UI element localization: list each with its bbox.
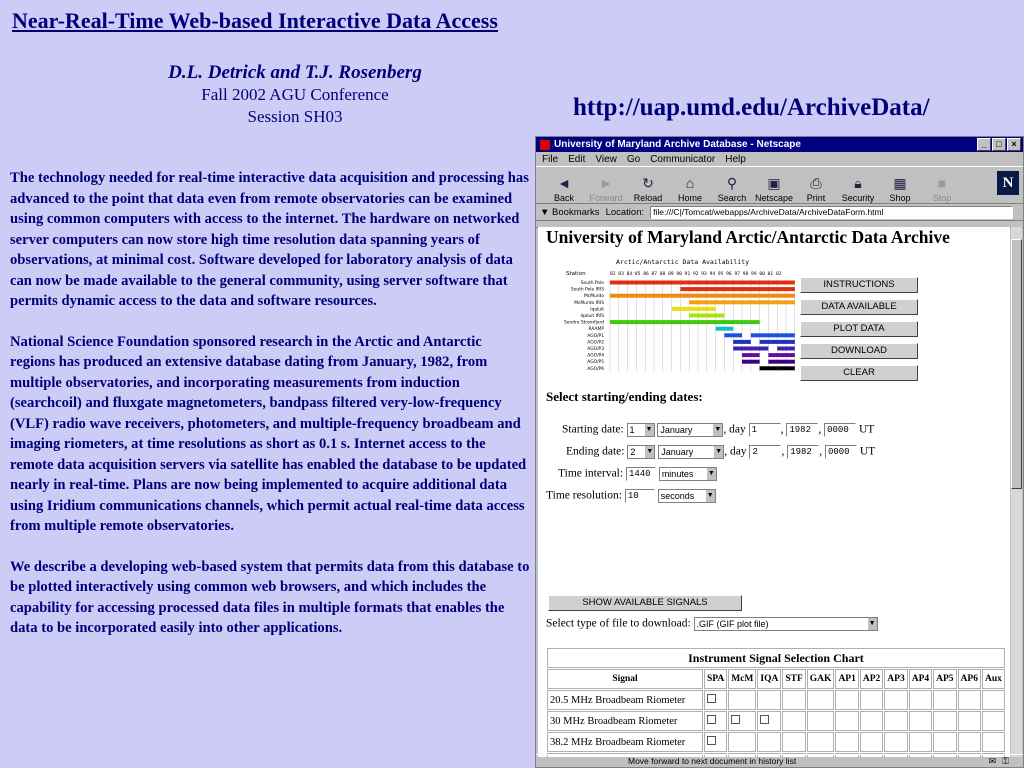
station-label: AGO/P5 [587, 360, 604, 366]
forward-arrow-icon: ► [599, 175, 613, 191]
signal-cell [704, 732, 727, 752]
availability-bar [768, 353, 794, 357]
menu-go[interactable]: Go [626, 153, 641, 165]
signal-cell [909, 711, 932, 731]
signal-cell [728, 711, 756, 731]
table-row [547, 732, 1005, 752]
end-time-input[interactable]: 0000 [825, 445, 857, 459]
signal-cell [958, 690, 981, 710]
location-bar [536, 204, 1023, 221]
signal-name: 38.2 MHz Broadbeam Riometer [547, 732, 703, 752]
year-header: 82 83 84 85 86 87 88 89 90 91 92 93 94 95 96 97 98 99 00 01 02 [610, 272, 782, 277]
abstract-text [10, 168, 530, 659]
conference: Fall 2002 AGU Conference [201, 85, 389, 104]
signal-cell [909, 690, 932, 710]
signal-cell [958, 711, 981, 731]
session: Session SH03 [247, 107, 343, 126]
signal-cell [982, 690, 1005, 710]
action-buttons [800, 277, 918, 381]
signal-checkbox[interactable] [760, 715, 769, 724]
table-row [547, 690, 1005, 710]
time-resolution-input[interactable]: 10 [625, 489, 655, 503]
column-header: Aux [982, 669, 1005, 689]
home-button[interactable]: ⌂ Home [677, 175, 702, 203]
page-heading: University of Maryland Arctic/Antarctic Data Archive [546, 227, 950, 247]
station-label: South Pole [580, 281, 604, 286]
starting-date-label: Starting date: [562, 423, 624, 436]
scrollbar-thumb[interactable] [1011, 239, 1022, 489]
availability-bar [680, 287, 794, 291]
signal-table-header [547, 669, 1005, 689]
shop-bag-icon: ▦ [893, 175, 907, 191]
availability-bar [610, 294, 795, 298]
end-ut-label: UT [859, 445, 876, 458]
poster-title: Near-Real-Time Web-based Interactive Data Access [12, 8, 498, 33]
lock-icon: 🔒︎ [854, 175, 862, 191]
time-resolution-label: Time resolution: [546, 489, 622, 502]
status-text: Move forward to next document in history list [628, 756, 797, 766]
station-header: Station [566, 271, 586, 277]
netscape-button[interactable]: ▣ Netscape [754, 175, 794, 203]
ending-date-label: Ending date: [566, 445, 625, 458]
location-field[interactable]: file:///C|/Tomcat/webapps/ArchiveData/ArchiveDataForm.html [650, 206, 1013, 219]
archive-url[interactable]: http://uap.umd.edu/ArchiveData/ [573, 94, 930, 121]
signal-cell [933, 732, 956, 752]
availability-bar [742, 353, 760, 357]
signal-cell [782, 732, 805, 752]
availability-bar [716, 327, 734, 331]
menu-communicator[interactable]: Communicator [650, 153, 716, 165]
availability-bar [724, 333, 742, 337]
author-block [60, 62, 530, 128]
signal-cell [807, 690, 835, 710]
file-type-label: Select type of file to download: [546, 617, 691, 630]
end-year-input[interactable]: 1982 [787, 445, 819, 459]
paragraph-1: The technology needed for real-time interactive data acquisition and processing has advanced to the point that data even from remote observatories can be examined using common computers with access to the internet. The hardware on networked server computers can now store high time resolution data spanning years of observations, at minimal cost. Software developed for laboratory analysis of data can now be made available to the general community, using server software that permits dynamic access to the data and software resources. [10, 170, 529, 309]
station-label: McMurdo [584, 294, 604, 300]
column-header: AP5 [933, 669, 956, 689]
signal-cell [807, 711, 835, 731]
signal-cell [933, 690, 956, 710]
signal-cell [782, 690, 805, 710]
signal-selection-table [546, 647, 1006, 757]
home-icon: ⌂ [685, 175, 695, 191]
browser-window [535, 136, 1024, 768]
start-day-label: day [729, 423, 746, 436]
plot-data-button[interactable]: PLOT DATA [800, 321, 918, 337]
paragraph-3: We describe a developing web-based system that permits data from this database to be plotted interactively using common web browsers, and which includes the capability for accessing processed data files in multiple formats that enables the data to be incorporated easily into other applications. [10, 558, 530, 636]
back-arrow-icon: ◄ [557, 175, 571, 191]
signal-checkbox[interactable] [707, 736, 716, 745]
signal-cell [704, 690, 727, 710]
signal-cell [884, 690, 907, 710]
netscape-logo: N [997, 171, 1019, 195]
instructions-button[interactable]: INSTRUCTIONS [800, 277, 918, 293]
status-bar [536, 754, 1023, 767]
station-label: AGO/P4 [587, 353, 604, 359]
signal-cell [757, 690, 781, 710]
end-day-input[interactable]: 2 [749, 445, 781, 459]
column-header: STF [782, 669, 805, 689]
availability-bar [610, 281, 795, 285]
station-label: Iqaluit IRIS [580, 314, 604, 319]
column-header: IQA [757, 669, 781, 689]
netscape-icon: ▣ [767, 175, 781, 191]
column-header: AP6 [958, 669, 981, 689]
signal-name: 30 MHz Broadbeam Riometer [547, 711, 703, 731]
availability-bar [751, 333, 795, 337]
station-label: AGO/P3 [587, 347, 604, 352]
station-label: RAAMP [588, 327, 604, 333]
station-label: AGO/P1 [587, 333, 604, 339]
menu-file[interactable]: File [542, 153, 559, 165]
starting-date-row: Starting date: 1 ▼ January ▼ , day 1 , 1982 , 0000 UT [562, 423, 875, 436]
table-row [547, 711, 1005, 731]
page-content [538, 227, 1010, 757]
bookmarks-button[interactable]: ▼ Bookmarks [540, 206, 600, 218]
signal-cell [860, 690, 883, 710]
browser-titlebar [536, 137, 1023, 152]
menu-help[interactable]: Help [725, 153, 746, 165]
signal-cell [860, 711, 883, 731]
column-header: AP2 [860, 669, 883, 689]
end-month-num-select[interactable]: 2 ▼ [627, 445, 655, 459]
column-header: GAK [807, 669, 835, 689]
column-header: AP1 [835, 669, 858, 689]
signal-cell [704, 711, 727, 731]
start-ut-label: UT [859, 423, 875, 436]
signal-cell [909, 732, 932, 752]
file-type-select[interactable]: .GIF (GIF plot file) ▼ [694, 617, 878, 631]
component-bar-icon[interactable]: ✉ [988, 755, 997, 766]
menu-edit[interactable]: Edit [568, 153, 586, 165]
signal-cell [835, 690, 858, 710]
end-month-select[interactable]: January ▼ [658, 445, 724, 459]
station-label: McMurdo IRIS [574, 300, 604, 306]
vertical-scrollbar[interactable] [1011, 227, 1022, 757]
signal-checkbox[interactable] [707, 715, 716, 724]
availability-bar [742, 360, 760, 364]
availability-bar [610, 320, 760, 324]
column-header: AP3 [884, 669, 907, 689]
menu-view[interactable]: View [595, 153, 617, 165]
availability-bar [689, 314, 724, 318]
availability-bar [689, 300, 795, 304]
menu-bar [536, 152, 1023, 166]
signal-cell [835, 732, 858, 752]
signal-cell [958, 732, 981, 752]
clear-button[interactable]: CLEAR [800, 365, 918, 381]
time-resolution-unit-select[interactable]: seconds ▼ [658, 489, 716, 503]
window-title: University of Maryland Archive Database - Netscape [554, 139, 801, 150]
maximize-button[interactable]: □ [992, 138, 1006, 151]
minimize-button[interactable]: _ [977, 138, 991, 151]
column-header: Signal [547, 669, 703, 689]
stop-button[interactable]: ■ Stop [932, 175, 952, 203]
signal-cell [884, 732, 907, 752]
availability-bar [733, 340, 751, 344]
authors: D.L. Detrick and T.J. Rosenberg [168, 62, 422, 83]
stop-icon: ■ [937, 175, 947, 191]
column-header: AP4 [909, 669, 932, 689]
netscape-window-icon [540, 140, 550, 150]
time-interval-unit-select[interactable]: minutes ▼ [659, 467, 717, 481]
signal-cell [860, 732, 883, 752]
time-interval-label: Time interval: [558, 467, 624, 480]
signal-cell [884, 711, 907, 731]
signal-cell [933, 711, 956, 731]
signal-cell [728, 690, 756, 710]
ending-date-row: Ending date: 2 ▼ January ▼ , day 2 , 1982 , 0000 UT [566, 445, 876, 458]
signal-cell [757, 732, 781, 752]
show-available-signals-button[interactable]: SHOW AVAILABLE SIGNALS [548, 595, 742, 611]
data-availability-chart [546, 255, 796, 373]
signal-cell [728, 732, 756, 752]
station-label: Iqaluit [590, 307, 604, 313]
reload-button[interactable]: ↻ Reload [633, 175, 663, 203]
location-label: Location: [605, 206, 645, 218]
start-time-input[interactable]: 0000 [824, 423, 856, 437]
back-button[interactable]: ◄ Back [553, 175, 574, 203]
station-label: South Pole IRIS [570, 287, 604, 293]
time-interval-row [558, 467, 717, 481]
start-day-input[interactable]: 1 [749, 423, 781, 437]
start-month-num-select[interactable]: 1 ▼ [627, 423, 655, 437]
print-button[interactable]: ⎙ Print [806, 175, 826, 203]
reload-icon: ↻ [642, 175, 654, 191]
start-year-input[interactable]: 1982 [786, 423, 818, 437]
search-button[interactable]: ⚲ Search [717, 175, 747, 203]
data-available-button[interactable]: DATA AVAILABLE [800, 299, 918, 315]
signal-cell [757, 711, 781, 731]
signal-cell [807, 732, 835, 752]
availability-bar [768, 360, 794, 364]
forward-button[interactable]: ► Forward [589, 175, 623, 203]
download-button[interactable]: DOWNLOAD [800, 343, 918, 359]
availability-bar [760, 366, 778, 370]
availability-bar [777, 366, 795, 370]
security-status-icon[interactable]: ⚿ [1002, 755, 1009, 766]
close-button[interactable]: × [1007, 138, 1021, 151]
status-icons [989, 756, 1009, 767]
file-type-row [546, 617, 878, 631]
signal-name: 20.5 MHz Broadbeam Riometer [547, 690, 703, 710]
start-month-select[interactable]: January ▼ [657, 423, 723, 437]
end-day-label: day [729, 445, 747, 458]
select-dates-label: Select starting/ending dates: [546, 389, 703, 404]
availability-bar [672, 307, 716, 311]
signal-cell [835, 711, 858, 731]
availability-title: Arctic/Antarctic Data Availability [616, 258, 750, 266]
station-label: AGO/P2 [587, 340, 604, 346]
availability-bar [733, 347, 768, 351]
navigation-toolbar [536, 166, 1023, 204]
shop-button[interactable]: ▦ Shop [889, 175, 911, 203]
availability-bar [777, 347, 795, 351]
signal-table-caption: Instrument Signal Selection Chart [547, 648, 1005, 668]
time-resolution-row [546, 489, 716, 503]
station-label: Sondre Stromfjord [564, 320, 604, 326]
signal-checkbox[interactable] [707, 694, 716, 703]
column-header: SPA [704, 669, 727, 689]
search-icon: ⚲ [726, 175, 738, 191]
column-header: McM [728, 669, 756, 689]
paragraph-2: National Science Foundation sponsored research in the Arctic and Antarctic regions has produced an extensive database dating from January, 1982, from multiple observatories, and incorporating measurements from induction (searchcoil) and fluxgate magnetometers, bandpass filtered very-low-frequency (VLF) radio wave receivers, photometers, and multiple-frequency broadbeam and imaging riometers, at time resolutions as short as 0.1 s. Internet access to the remote data acquisition servers via satellite has enabled the database to be updated nearly in real-time. Plans are now being implemented to acquire additional data using Iridium communications channels, which permit actual real-time data access from multiple remote observatories. [10, 333, 527, 534]
signal-cell [782, 711, 805, 731]
signal-cell [982, 732, 1005, 752]
station-label: AGO/P6 [587, 366, 604, 372]
signal-checkbox[interactable] [731, 715, 740, 724]
security-button[interactable]: 🔒︎ Security [841, 175, 875, 203]
print-icon: ⎙ [810, 175, 822, 191]
signal-cell [982, 711, 1005, 731]
time-interval-input[interactable]: 1440 [626, 467, 656, 481]
availability-bar [760, 340, 795, 344]
